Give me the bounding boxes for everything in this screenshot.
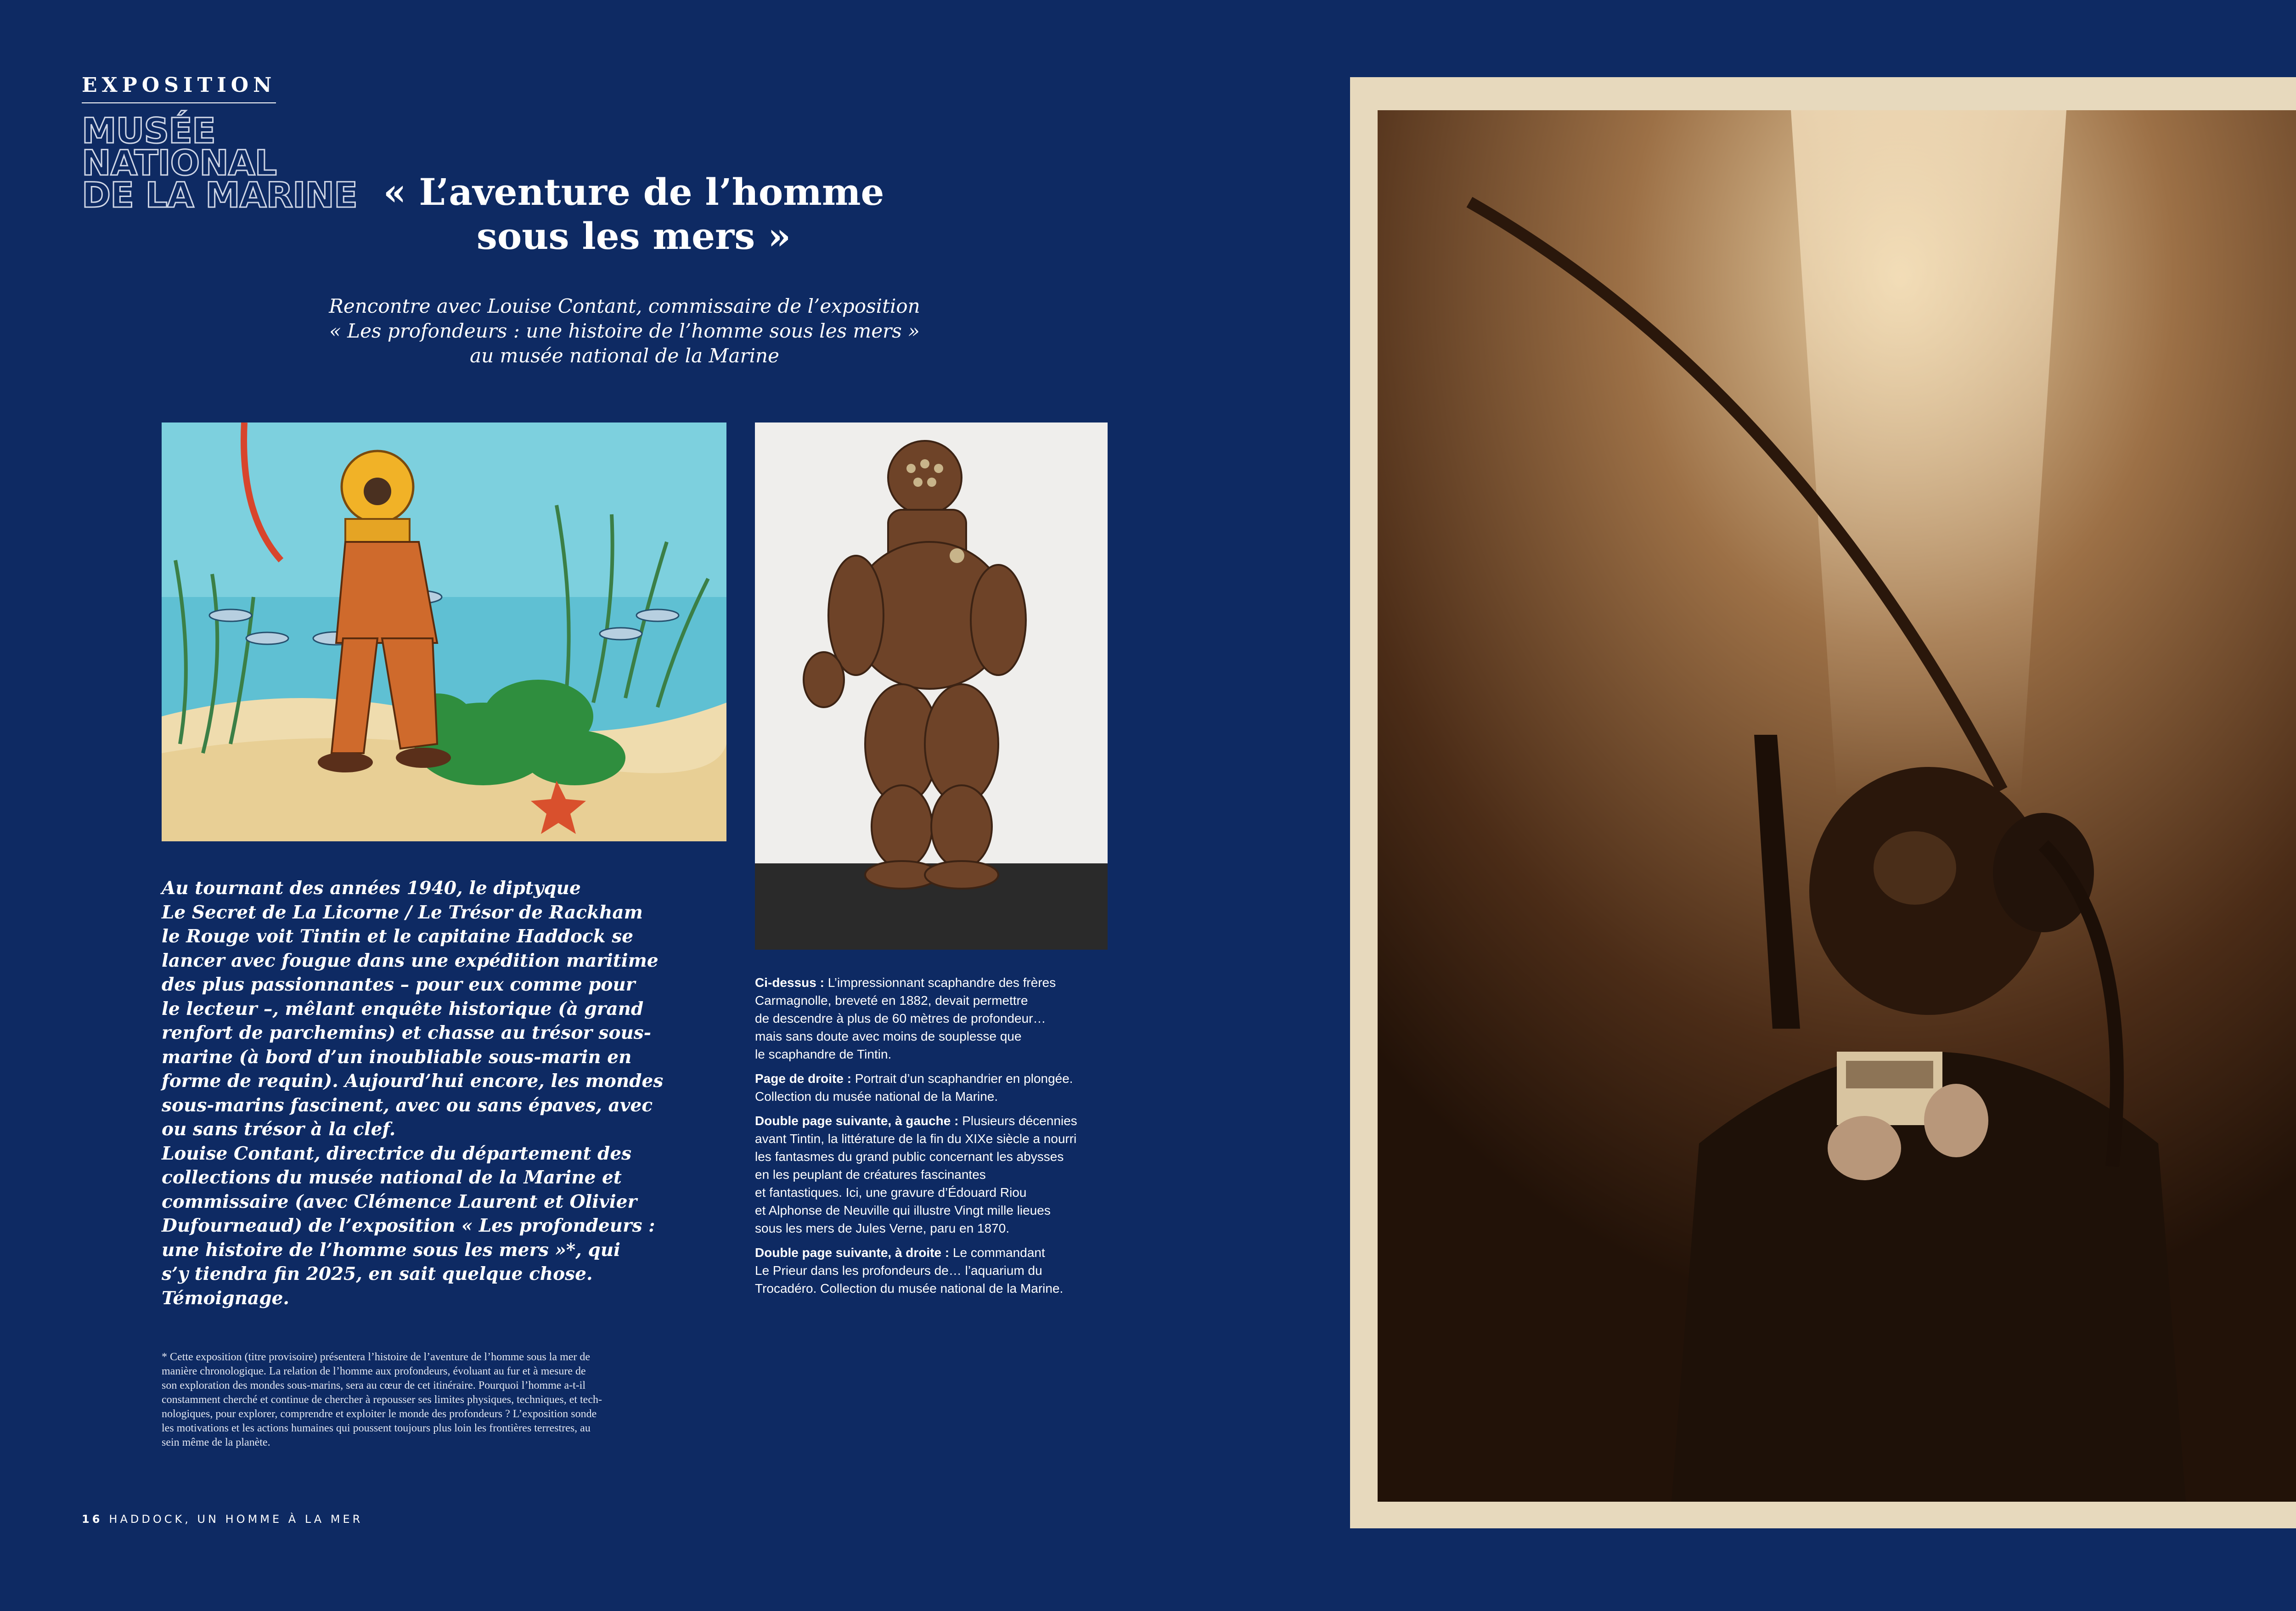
intro-line: « Les profondeurs : une histoire de l’homme sous les mers » [329, 320, 920, 342]
caption-text: Le commandant [952, 1245, 1045, 1260]
lede-line: s’y tiendra fin 2025, en sait quelque chose. [162, 1263, 593, 1284]
logo-line: MUSÉE [82, 110, 215, 151]
caption-text: en les peuplant de créatures fascinantes [755, 1167, 986, 1182]
caption-above [755, 974, 1113, 1063]
caption-next-right [755, 1244, 1113, 1297]
comic-illustration [162, 422, 726, 841]
intro-line: Rencontre avec Louise Contant, commissaire de l’exposition [329, 295, 920, 317]
lede-line: marine (à bord d’un inoubliable sous-marin en [162, 1046, 632, 1068]
caption-next-left [755, 1112, 1113, 1237]
logo-line: NATIONAL [82, 142, 277, 183]
page-footer [82, 1513, 363, 1526]
caption-lead: Double page suivante, à droite : [755, 1245, 950, 1260]
caption-text: Collection du musée national de la Marine. [755, 1089, 998, 1104]
lede-line: collections du musée national de la Marine et [162, 1167, 622, 1188]
lede-line: sous-marins fascinent, avec ou sans épaves, avec [162, 1094, 653, 1116]
caption-text: Trocadéro. Collection du musée national de la Marine. [755, 1281, 1064, 1296]
caption-text: mais sans doute avec moins de souplesse que [755, 1029, 1022, 1043]
lede-line: des plus passionnantes – pour eux comme pour [162, 974, 636, 995]
title-line: sous les mers » [476, 214, 791, 258]
caption-right-page [755, 1070, 1113, 1105]
caption-text: les fantasmes du grand public concernant les abysses [755, 1149, 1064, 1164]
section-label: EXPOSITION [82, 73, 276, 103]
footnote-line: nologiques, pour explorer, comprendre et exploiter le monde des profondeurs ? L’exposition sonde [162, 1408, 597, 1420]
footnote-line: * Cette exposition (titre provisoire) présentera l’histoire de l’aventure de l’homme sous la mer de [162, 1351, 591, 1363]
comic-art [162, 422, 726, 841]
lede-line: le lecteur –, mêlant enquête historique (à grand [162, 998, 644, 1020]
photo-captions [755, 974, 1113, 1304]
lede-line: une histoire de l’homme sous les mers »*, qui [162, 1239, 620, 1261]
lede-line: Au tournant des années 1940, le diptyque [162, 878, 581, 899]
diver-photograph [1378, 110, 2296, 1502]
lede-line: Dufourneaud) de l’exposition « Les profondeurs : [162, 1215, 655, 1236]
caption-text: Plusieurs décennies [962, 1114, 1077, 1128]
caption-text: L’impressionnant scaphandre des frères [827, 975, 1056, 990]
caption-text: avant Tintin, la littérature de la fin du XIXe siècle a nourri [755, 1132, 1077, 1146]
footnote [162, 1350, 726, 1450]
museum-logo [82, 110, 357, 215]
lede-line: lancer avec fougue dans une expédition maritime [162, 950, 658, 971]
lede-line: Louise Contant, directrice du département des [162, 1143, 632, 1164]
caption-text: et Alphonse de Neuville qui illustre Vingt mille lieues [755, 1203, 1051, 1217]
running-title: HADDOCK, UN HOMME À LA MER [109, 1513, 363, 1526]
lede-line: Le Secret de La Licorne / Le Trésor de Rackham [162, 901, 643, 923]
caption-text: Portrait d’un scaphandrier en plongée. [855, 1071, 1073, 1086]
lede-line: commissaire (avec Clémence Laurent et Olivier [162, 1191, 637, 1212]
lede-line: le Rouge voit Tintin et le capitaine Haddock se [162, 926, 634, 947]
lede-line: forme de requin). Aujourd’hui encore, les mondes [162, 1070, 664, 1092]
lede-line: Témoignage. [162, 1287, 290, 1309]
diving-suit-photo [755, 422, 1108, 950]
caption-text: le scaphandre de Tintin. [755, 1047, 892, 1061]
caption-text: de descendre à plus de 60 mètres de profondeur… [755, 1011, 1046, 1025]
footnote-line: les motivations et les actions humaines qui poussent toujours plus loin les frontières terrestres, au [162, 1422, 591, 1434]
caption-text: sous les mers de Jules Verne, paru en 1870. [755, 1221, 1010, 1235]
intro-text [257, 294, 992, 368]
footnote-line: son exploration des mondes sous-marins, sera au cœur de cet itinéraire. Pourquoi l’homme a-t-il [162, 1380, 586, 1391]
lede-paragraph [162, 876, 713, 1310]
footnote-line: manière chronologique. La relation de l’homme aux profondeurs, évoluant au fur et à mesure de [162, 1365, 586, 1377]
diver-photo-art [1378, 110, 2296, 1502]
caption-lead: Double page suivante, à gauche : [755, 1114, 959, 1128]
title-line: « L’aventure de l’homme [383, 170, 884, 214]
caption-lead: Ci-dessus : [755, 975, 824, 990]
lede-line: ou sans trésor à la clef. [162, 1119, 396, 1140]
caption-text: Carmagnolle, breveté en 1882, devait permettre [755, 993, 1028, 1008]
caption-text: et fantastiques. Ici, une gravure d’Édouard Riou [755, 1185, 1027, 1200]
diving-suit-art [755, 422, 1108, 950]
lede-line: renfort de parchemins) et chasse au trésor sous- [162, 1022, 651, 1043]
page-number: 16 [82, 1513, 103, 1526]
caption-text: Le Prieur dans les profondeurs de… l’aquarium du [755, 1263, 1042, 1278]
caption-lead: Page de droite : [755, 1071, 852, 1086]
footnote-line: constamment cherché et continue de chercher à repousser ses limites physiques, techniques, et tech- [162, 1394, 602, 1406]
footnote-line: sein même de la planète. [162, 1436, 270, 1448]
article-title [321, 170, 946, 258]
intro-line: au musée national de la Marine [470, 344, 779, 367]
logo-line: DE LA MARINE [82, 175, 357, 215]
